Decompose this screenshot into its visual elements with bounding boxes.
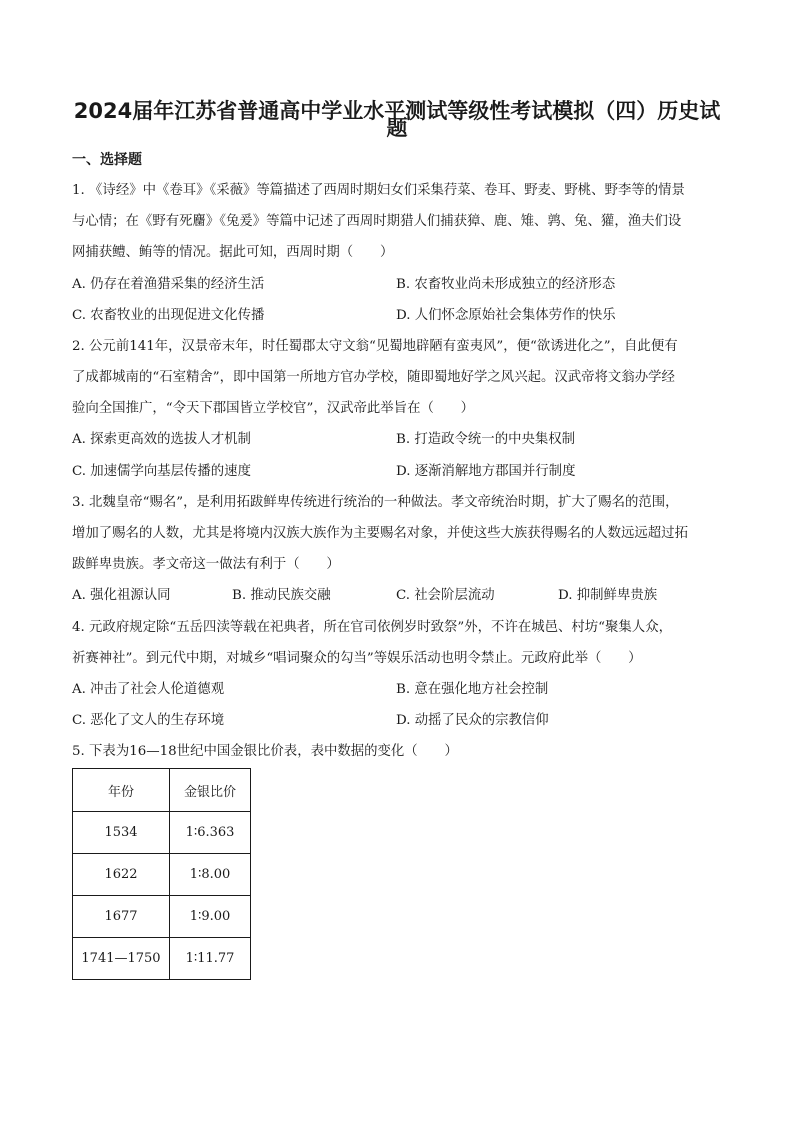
table-cell-year: 1741—1750 bbox=[73, 938, 170, 980]
question-2-option-d: D. 逐渐消解地方郡国并行制度 bbox=[396, 464, 576, 479]
question-3-option-a: A. 强化祖源认同 bbox=[72, 588, 171, 603]
section-heading: 一、选择题 bbox=[72, 152, 142, 168]
question-1-option-c: C. 农畜牧业的出现促进文化传播 bbox=[72, 308, 265, 323]
question-4-option-a: A. 冲击了社会人伦道德观 bbox=[72, 682, 225, 697]
table-header-row bbox=[73, 769, 251, 812]
question-2-line-3: 验向全国推广，“令天下郡国皆立学校官”，汉武帝此举旨在（ ） bbox=[72, 401, 475, 416]
question-1-line-2: 与心情；在《野有死麕》《兔爰》等篇中记述了西周时期猎人们捕获獐、鹿、雉、鹑、兔、獾，渔夫们设 bbox=[72, 214, 682, 229]
question-4-line-2: 祈赛神社”。到元代中期，对城乡“唱词聚众的勾当”等娱乐活动也明令禁止。元政府此举（ ） bbox=[72, 651, 642, 666]
question-4-option-b: B. 意在强化地方社会控制 bbox=[396, 682, 549, 697]
table-cell-ratio: 1∶11.77 bbox=[170, 938, 251, 980]
question-1-option-a: A. 仍存在着渔猎采集的经济生活 bbox=[72, 277, 265, 292]
table-row bbox=[73, 896, 251, 938]
question-2-option-a: A. 探索更高效的选拔人才机制 bbox=[72, 432, 251, 447]
question-5-line-1: 5. 下表为16—18世纪中国金银比价表，表中数据的变化（ ） bbox=[72, 744, 458, 759]
table-cell-year: 1534 bbox=[73, 812, 170, 854]
question-3-line-2: 增加了赐名的人数，尤其是将境内汉族大族作为主要赐名对象，并使这些大族获得赐名的人数远远超过拓 bbox=[72, 526, 688, 541]
table-header-ratio: 金银比价 bbox=[170, 769, 251, 812]
question-1-line-1: 1. 《诗经》中《卷耳》《采薇》等篇描述了西周时期妇女们采集荇菜、卷耳、野麦、野桃、野李等的情景 bbox=[72, 183, 685, 198]
question-3-option-c: C. 社会阶层流动 bbox=[396, 588, 495, 603]
question-3-line-3: 跋鲜卑贵族。孝文帝这一做法有利于（ ） bbox=[72, 557, 340, 572]
table-header-year: 年份 bbox=[73, 769, 170, 812]
document-title-line-2: 题 bbox=[386, 116, 408, 140]
question-4-option-d: D. 动摇了民众的宗教信仰 bbox=[396, 713, 549, 728]
table-cell-ratio: 1∶8.00 bbox=[170, 854, 251, 896]
table-cell-year: 1677 bbox=[73, 896, 170, 938]
question-4-option-c: C. 恶化了文人的生存环境 bbox=[72, 713, 225, 728]
table-row bbox=[73, 812, 251, 854]
document-title-line-1: 2024届年江苏省普通高中学业水平测试等级性考试模拟（四）历史试 bbox=[73, 99, 721, 123]
question-1-option-b: B. 农畜牧业尚未形成独立的经济形态 bbox=[396, 277, 616, 292]
gold-silver-ratio-table bbox=[72, 768, 251, 980]
table-row bbox=[73, 938, 251, 980]
question-3-line-1: 3. 北魏皇帝“赐名”，是利用拓跋鲜卑传统进行统治的一种做法。孝文帝统治时期，扩大了赐名的范围， bbox=[72, 495, 679, 510]
question-1-line-3: 网捕获鳢、鲔等的情况。据此可知，西周时期（ ） bbox=[72, 245, 394, 260]
question-2-option-b: B. 打造政令统一的中央集权制 bbox=[396, 432, 576, 447]
table-cell-ratio: 1∶9.00 bbox=[170, 896, 251, 938]
question-3-option-b: B. 推动民族交融 bbox=[232, 588, 331, 603]
table-cell-year: 1622 bbox=[73, 854, 170, 896]
question-1-option-d: D. 人们怀念原始社会集体劳作的快乐 bbox=[396, 308, 616, 323]
table-row bbox=[73, 854, 251, 896]
question-3-option-d: D. 抑制鲜卑贵族 bbox=[558, 588, 658, 603]
question-4-line-1: 4. 元政府规定除“五岳四渎等载在祀典者，所在官司依例岁时致祭”外，不许在城邑、村坊“聚集人众， bbox=[72, 620, 672, 635]
question-2-line-2: 了成都城南的“石室精舍”，即中国第一所地方官办学校，随即蜀地好学之风兴起。汉武帝将文翁办学经 bbox=[72, 370, 675, 385]
table-cell-ratio: 1∶6.363 bbox=[170, 812, 251, 854]
question-2-option-c: C. 加速儒学向基层传播的速度 bbox=[72, 464, 251, 479]
question-2-line-1: 2. 公元前141年，汉景帝末年，时任蜀郡太守文翁“见蜀地辟陋有蛮夷风”，便“欲诱进化之”，自此便有 bbox=[72, 339, 678, 354]
